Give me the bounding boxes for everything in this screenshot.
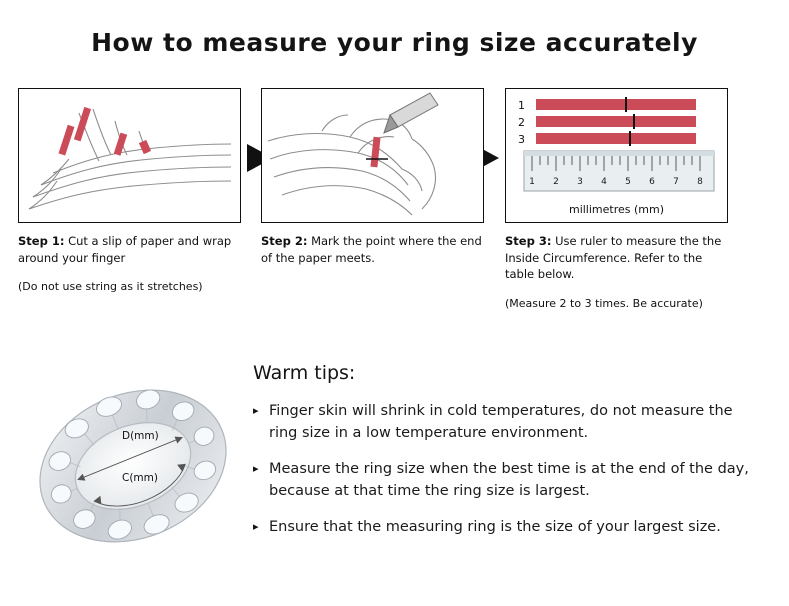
svg-text:5: 5 xyxy=(625,177,631,187)
hand-marking-paper-icon xyxy=(262,89,484,223)
svg-text:3: 3 xyxy=(577,177,583,187)
step-3-illustration xyxy=(505,88,728,223)
step-1-text: Cut a slip of paper and wrap around your finger xyxy=(18,234,232,265)
step-3-text: Use ruler to measure the the Inside Circumference. Refer to the table below. xyxy=(505,234,722,282)
bullet-icon: ▸ xyxy=(253,404,259,417)
diamond-ring-icon xyxy=(22,352,244,580)
svg-text:4: 4 xyxy=(601,177,607,187)
step-2-label: Step 2: xyxy=(261,234,308,248)
svg-text:1: 1 xyxy=(529,177,535,187)
step-2-caption xyxy=(261,233,486,266)
warm-tips-section xyxy=(253,362,763,551)
step-2-illustration xyxy=(261,88,484,223)
strip-number-1: 1 xyxy=(518,99,525,112)
step-3 xyxy=(505,88,730,310)
step-2-text: Mark the point where the end of the paper meets. xyxy=(261,234,482,265)
step-1 xyxy=(18,88,243,293)
svg-text:7: 7 xyxy=(673,177,679,187)
svg-text:6: 6 xyxy=(649,177,655,187)
steps-row xyxy=(18,88,771,343)
step-1-caption xyxy=(18,233,243,266)
step-3-label: Step 3: xyxy=(505,234,552,248)
step-1-label: Step 1: xyxy=(18,234,65,248)
page-title: How to measure your ring size accurately xyxy=(91,28,698,57)
list-item xyxy=(253,458,763,503)
step-2 xyxy=(261,88,486,280)
warm-tips-heading: Warm tips: xyxy=(253,362,356,384)
bullet-icon: ▸ xyxy=(253,461,259,475)
list-item xyxy=(253,516,763,538)
strip-number-2: 2 xyxy=(518,116,525,129)
step-3-caption xyxy=(505,233,730,283)
list-item xyxy=(253,400,763,445)
warm-tip-text-1: Finger skin will shrink in cold temperatures, do not measure the ring size in a low temperature environment. xyxy=(269,403,733,442)
hand-with-paper-icon xyxy=(19,89,241,223)
step-1-note: (Do not use string as it stretches) xyxy=(18,280,203,294)
warm-tip-text-3: Ensure that the measuring ring is the size of your largest size. xyxy=(269,518,721,535)
ruler-unit-caption: millimetres (mm) xyxy=(568,203,665,216)
step-3-note: (Measure 2 to 3 times. Be accurate) xyxy=(505,297,703,311)
bullet-icon: ▸ xyxy=(253,519,259,533)
svg-text:8: 8 xyxy=(697,177,703,187)
ring-circumference-label: C(mm) xyxy=(122,472,158,484)
strip-number-3: 3 xyxy=(518,133,525,146)
svg-text:2: 2 xyxy=(553,177,559,187)
ring-diameter-label: D(mm) xyxy=(122,430,159,442)
warm-tip-text-2: Measure the ring size when the best time is at the end of the day, because at that time the ring size is largest. xyxy=(269,460,749,500)
step-1-illustration xyxy=(18,88,241,223)
ring-illustration xyxy=(22,352,244,580)
